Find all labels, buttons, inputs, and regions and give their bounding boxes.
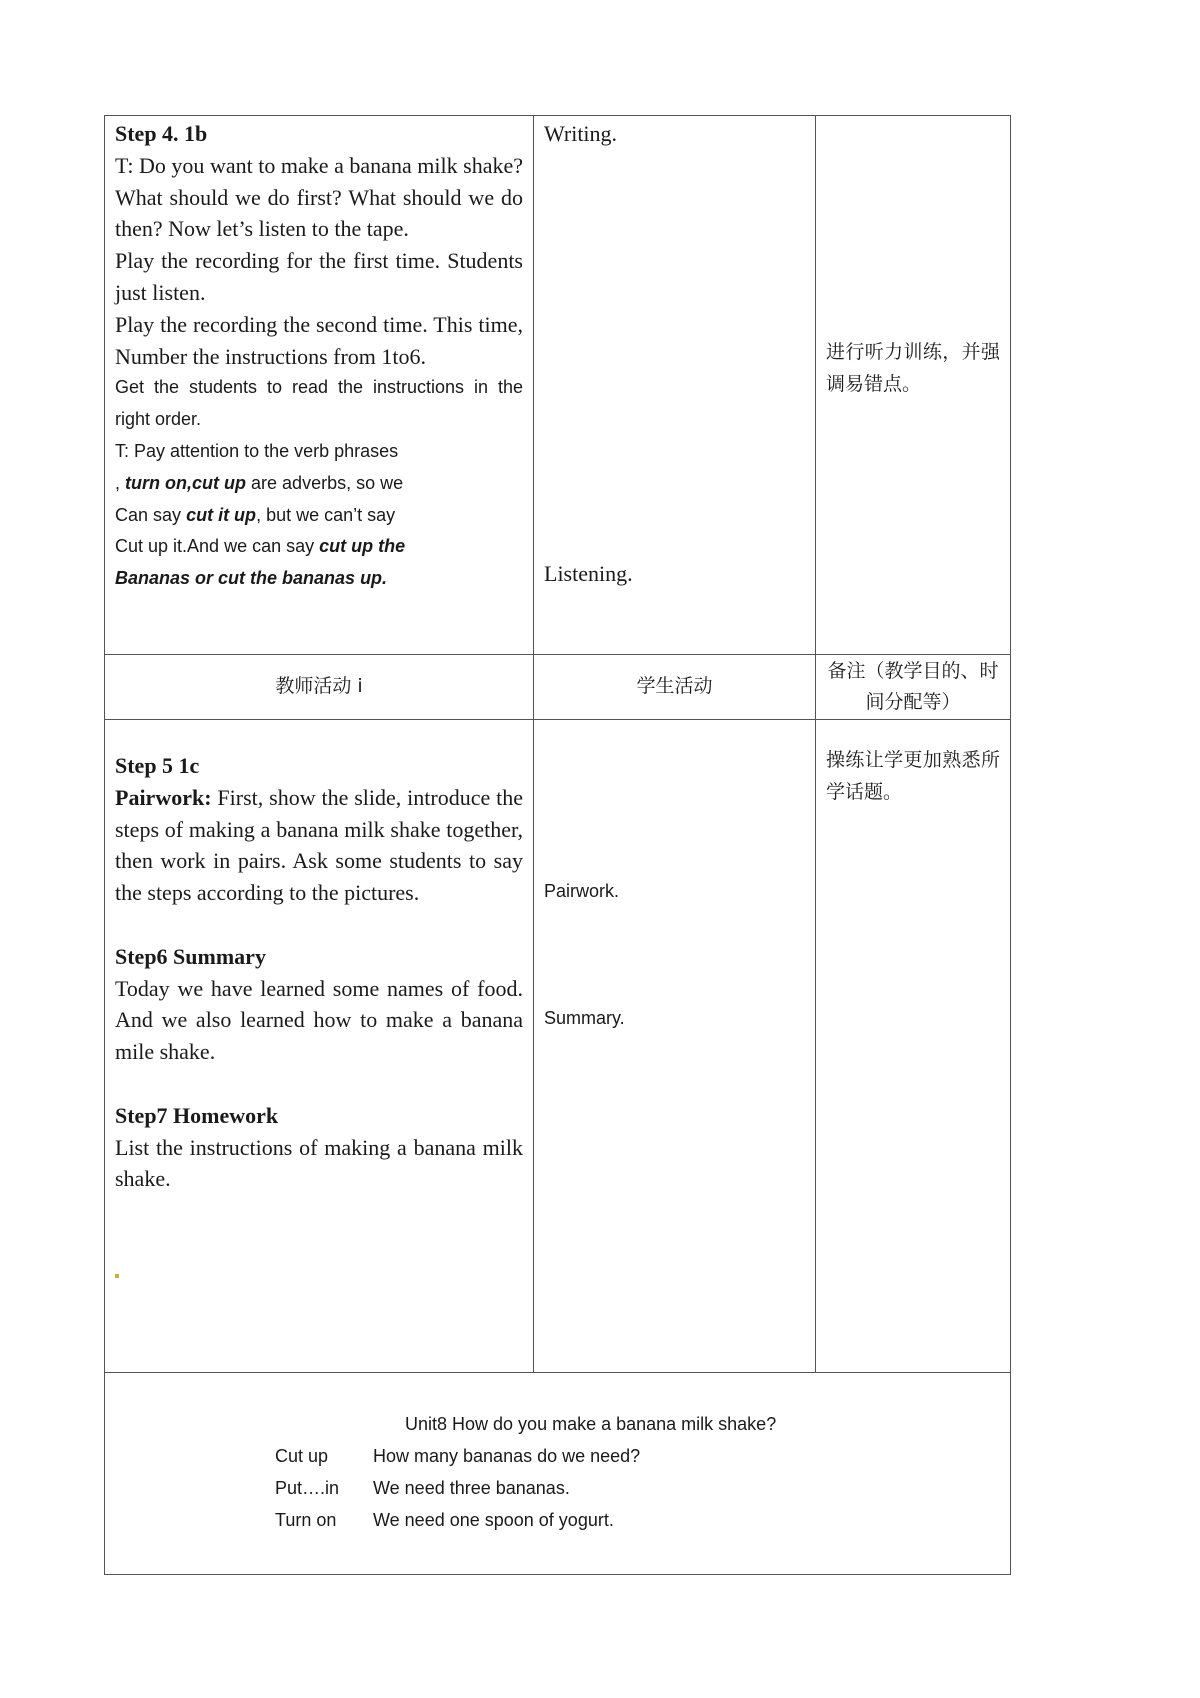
board-row-2: Put….in We need three bananas. [275,1478,570,1498]
notes-cell [816,116,1011,655]
step4-line5: T: Pay attention to the verb phrases [115,440,399,461]
header-notes: 备注（教学目的、时间分配等） [816,655,1011,720]
step4-line6: , turn on,cut up are adverbs, so we [115,472,404,493]
step4-title: Step 4. 1b [115,121,208,146]
lesson-plan-table [104,115,1011,1575]
step4-line9: Bananas or cut the bananas up. [115,568,388,589]
step4-line8: Cut up it.And we can say cut up the [115,536,406,557]
board-row-3: Turn on We need one spoon of yogurt. [275,1510,614,1530]
step5-7-row [105,720,1011,1373]
header-student: 学生活动 [534,655,816,720]
teacher-activity-cell [105,116,534,655]
teacher-activity-cell-2 [105,720,534,1373]
blackboard-row [105,1373,1011,1575]
header-row [105,655,1011,720]
student-summary: Summary. [544,1008,625,1028]
blackboard-design-cell [105,1373,1011,1575]
notes-listening: 进行听力训练，并强调易错点。 [826,341,1000,395]
notes-cell-2 [816,720,1011,1373]
step4-para2: Play the recording for the first time. Students just listen. [115,248,523,305]
step5-title: Step 5 1c [115,753,200,778]
student-pairwork: Pairwork. [544,881,620,901]
header-teacher: 教师活动 i [105,655,534,720]
step7-title: Step7 Homework [115,1102,279,1128]
step5-text: Pairwork: First, show the slide, introduce the steps of making a banana milk shake together, then work in pairs. Ask some students to say the steps according to the pictures. [115,784,524,906]
student-activity-cell-2 [534,720,816,1373]
board-title: Unit8 How do you make a banana milk shake? [405,1414,777,1434]
step4-para1: T: Do you want to make a banana milk shake? What should we do first? What should we do then? Now let’s listen to the tape. [115,152,523,242]
student-activity-cell [534,116,816,655]
step4-row [105,116,1011,655]
student-writing: Writing. [544,121,618,146]
notes-practice: 操练让学更加熟悉所学话题。 [826,749,1000,803]
student-listening: Listening. [544,561,633,586]
marker-dot [115,1274,119,1278]
step6-title: Step6 Summary [115,943,266,969]
step6-text: Today we have learned some names of food. And we also learned how to make a banana mile shake. [115,975,523,1065]
step7-text: List the instructions of making a banana milk shake. [115,1134,523,1192]
board-row-1: Cut up How many bananas do we need? [275,1446,641,1466]
step4-para4: Get the students to read the instructions in the right order. [115,377,523,430]
step4-para3: Play the recording the second time. This time, Number the instructions from 1to6. [115,311,523,369]
step4-line7: Can say cut it up, but we can’t say [115,504,396,525]
